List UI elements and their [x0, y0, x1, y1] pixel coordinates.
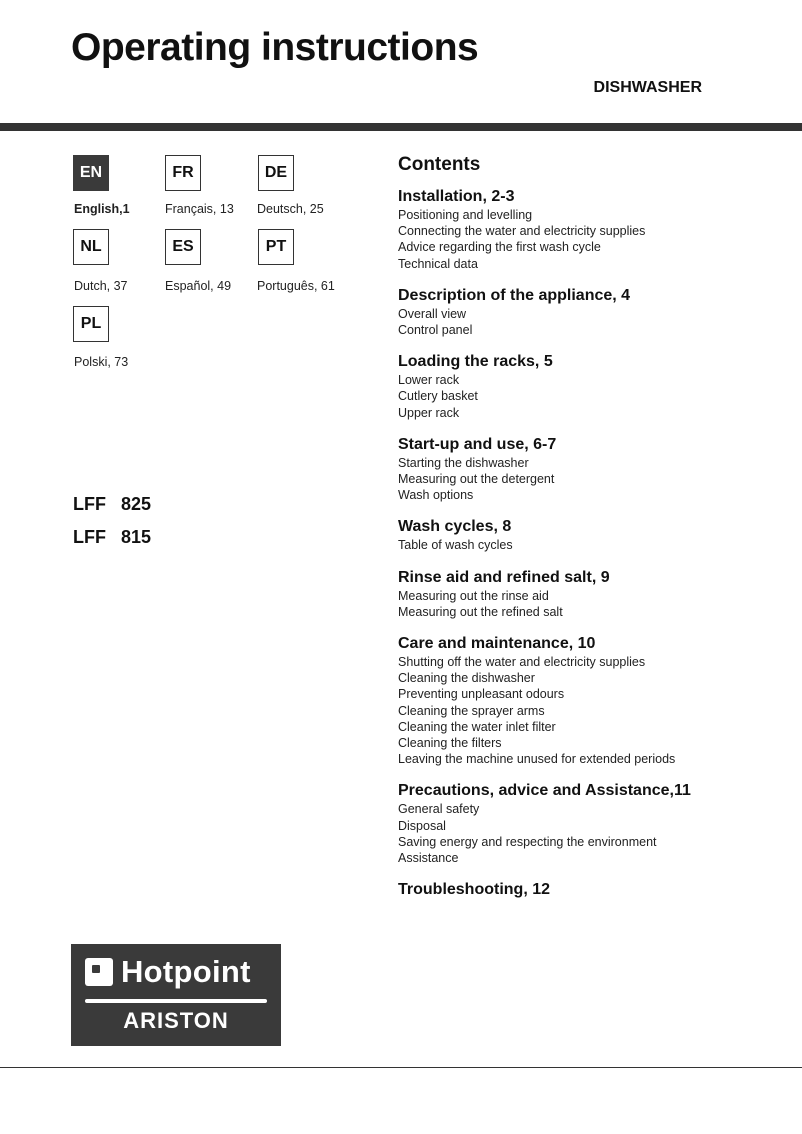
lang-label[interactable]: Polski, 73	[74, 355, 129, 369]
toc-section-title[interactable]: Installation, 2-3	[398, 188, 515, 205]
toc-section-title[interactable]: Description of the appliance, 4	[398, 286, 631, 304]
toc-item[interactable]: Cleaning the dishwasher	[398, 671, 535, 686]
toc-item[interactable]: Assistance	[398, 851, 459, 866]
toc-item[interactable]: Positioning and levelling	[398, 208, 533, 222]
toc-section-title[interactable]: Precautions, advice and Assistance,11	[398, 782, 691, 800]
toc-item[interactable]: Measuring out the rinse aid	[398, 588, 549, 603]
contents-heading: Contents	[398, 154, 481, 175]
toc-section	[398, 286, 778, 338]
logo-mark-icon	[85, 958, 113, 986]
toc-section-title[interactable]: Care and maintenance, 10	[398, 635, 596, 653]
toc-item[interactable]: Table of wash cycles	[398, 538, 513, 553]
lang-code: FR	[165, 155, 201, 191]
table-of-contents	[398, 153, 778, 914]
logo-subbrand: ARISTON	[123, 1008, 229, 1033]
toc-item[interactable]: Technical data	[398, 256, 478, 271]
lang-label[interactable]: Deutsch, 25	[257, 202, 324, 216]
toc-item[interactable]: General safety	[398, 802, 480, 817]
lang-code: DE	[258, 155, 294, 191]
toc-section	[398, 435, 778, 504]
lang-pl[interactable]	[73, 306, 109, 342]
toc-section	[398, 880, 778, 900]
toc-item[interactable]: Control panel	[398, 323, 473, 338]
lang-label[interactable]: Español, 49	[165, 279, 232, 293]
toc-section	[398, 352, 778, 421]
model-number: LFF 815	[73, 527, 152, 547]
top-divider	[0, 123, 802, 131]
toc-section	[398, 187, 778, 272]
lang-code: PT	[258, 229, 294, 265]
model-number: LFF 825	[73, 494, 152, 514]
logo-brand: Hotpoint	[121, 954, 251, 989]
toc-item[interactable]: Measuring out the detergent	[398, 472, 555, 487]
lang-label[interactable]: Dutch, 37	[74, 279, 128, 293]
bottom-divider	[0, 1067, 802, 1068]
toc-item[interactable]: Cleaning the water inlet filter	[398, 719, 556, 734]
lang-de[interactable]	[258, 155, 294, 191]
toc-section-title[interactable]: Rinse aid and refined salt, 9	[398, 568, 610, 586]
toc-section	[398, 568, 778, 620]
page-title: Operating instructions	[71, 26, 479, 69]
lang-label[interactable]: Français, 13	[165, 202, 234, 216]
toc-section	[398, 517, 778, 553]
lang-code: ES	[165, 229, 201, 265]
toc-item[interactable]: Upper rack	[398, 405, 460, 420]
toc-item[interactable]: Advice regarding the first wash cycle	[398, 240, 601, 255]
lang-label[interactable]: Português, 61	[257, 279, 335, 293]
lang-code: EN	[73, 155, 109, 191]
brand-logo	[71, 944, 281, 1046]
toc-item[interactable]: Disposal	[398, 818, 446, 833]
toc-item[interactable]: Cleaning the filters	[398, 736, 502, 751]
toc-section	[398, 634, 778, 767]
logo-divider	[85, 999, 267, 1003]
toc-item[interactable]: Lower rack	[398, 373, 460, 388]
toc-item[interactable]: Wash options	[398, 488, 474, 503]
toc-section-title[interactable]: Troubleshooting, 12	[398, 881, 551, 899]
toc-item[interactable]: Overall view	[398, 306, 467, 321]
toc-section-title[interactable]: Start-up and use, 6-7	[398, 435, 557, 453]
toc-item[interactable]: Connecting the water and electricity supplies	[398, 224, 646, 239]
lang-nl[interactable]	[73, 229, 109, 265]
lang-fr[interactable]	[165, 155, 201, 191]
lang-label[interactable]: English,1	[74, 202, 130, 216]
toc-item[interactable]: Saving energy and respecting the environment	[398, 834, 657, 849]
lang-pt[interactable]	[258, 229, 294, 265]
toc-item[interactable]: Preventing unpleasant odours	[398, 687, 565, 702]
toc-item[interactable]: Cutlery basket	[398, 389, 478, 404]
product-type: DISHWASHER	[593, 79, 702, 96]
lang-code: NL	[73, 229, 109, 265]
toc-item[interactable]: Leaving the machine unused for extended periods	[398, 752, 676, 767]
lang-code: PL	[73, 306, 109, 342]
toc-section	[398, 781, 778, 866]
toc-item[interactable]: Shutting off the water and electricity supplies	[398, 655, 646, 670]
lang-es[interactable]	[165, 229, 201, 265]
toc-section-title[interactable]: Loading the racks, 5	[398, 353, 553, 371]
toc-item[interactable]: Measuring out the refined salt	[398, 604, 563, 619]
toc-item[interactable]: Starting the dishwasher	[398, 455, 529, 470]
toc-section-title[interactable]: Wash cycles, 8	[398, 518, 512, 536]
lang-en[interactable]	[73, 155, 109, 191]
toc-item[interactable]: Cleaning the sprayer arms	[398, 703, 545, 718]
